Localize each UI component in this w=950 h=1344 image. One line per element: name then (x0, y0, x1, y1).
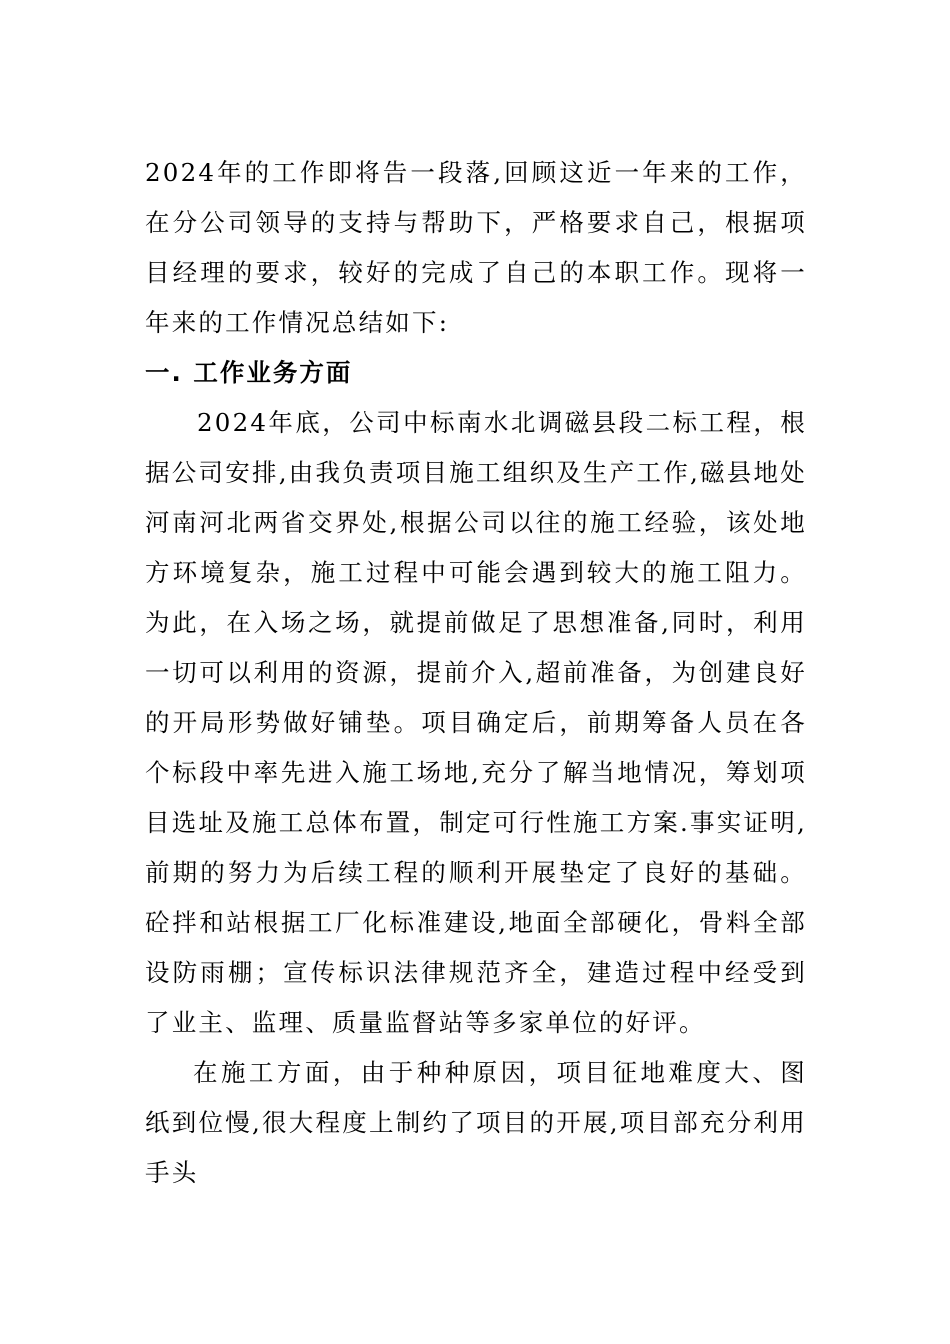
work-paragraph-1: 2024年底，公司中标南水北调磁县段二标工程，根据公司安排,由我负责项目施工组织及生产工作,磁县地处河南河北两省交界处,根据公司以往的施工经验，该处地方环境复杂，施工过程中可能会遇到较大的施工阻力。为此，在入场之场，就提前做足了思想准备,同时，利用一切可以利用的资源，提前介入,超前准备，为创建良好的开局形势做好铺垫。项目确定后，前期筹备人员在各个标段中率先进入施工场地,充分了解当地情况，筹划项目选址及施工总体布置，制定可行性施工方案.事实证明,前期的努力为后续工程的顺利开展垫定了良好的基础。砼拌和站根据工厂化标准建设,地面全部硬化，骨料全部设防雨棚；宣传标识法律规范齐全，建造过程中经受到了业主、监理、质量监督站等多家单位的好评。 (145, 408, 807, 1037)
intro-paragraph: 2024年的工作即将告一段落,回顾这近一年来的工作，在分公司领导的支持与帮助下，严格要求自己，根据项目经理的要求，较好的完成了自己的本职工作。现将一年来的工作情况总结如下: (145, 158, 807, 337)
section-heading-work: 一. 工作业务方面 (145, 358, 353, 387)
work-paragraph-2: 在施工方面，由于种种原因，项目征地难度大、图纸到位慢,很大程度上制约了项目的开展,项目部充分利用手头 (145, 1058, 807, 1187)
document-page (145, 148, 807, 1198)
